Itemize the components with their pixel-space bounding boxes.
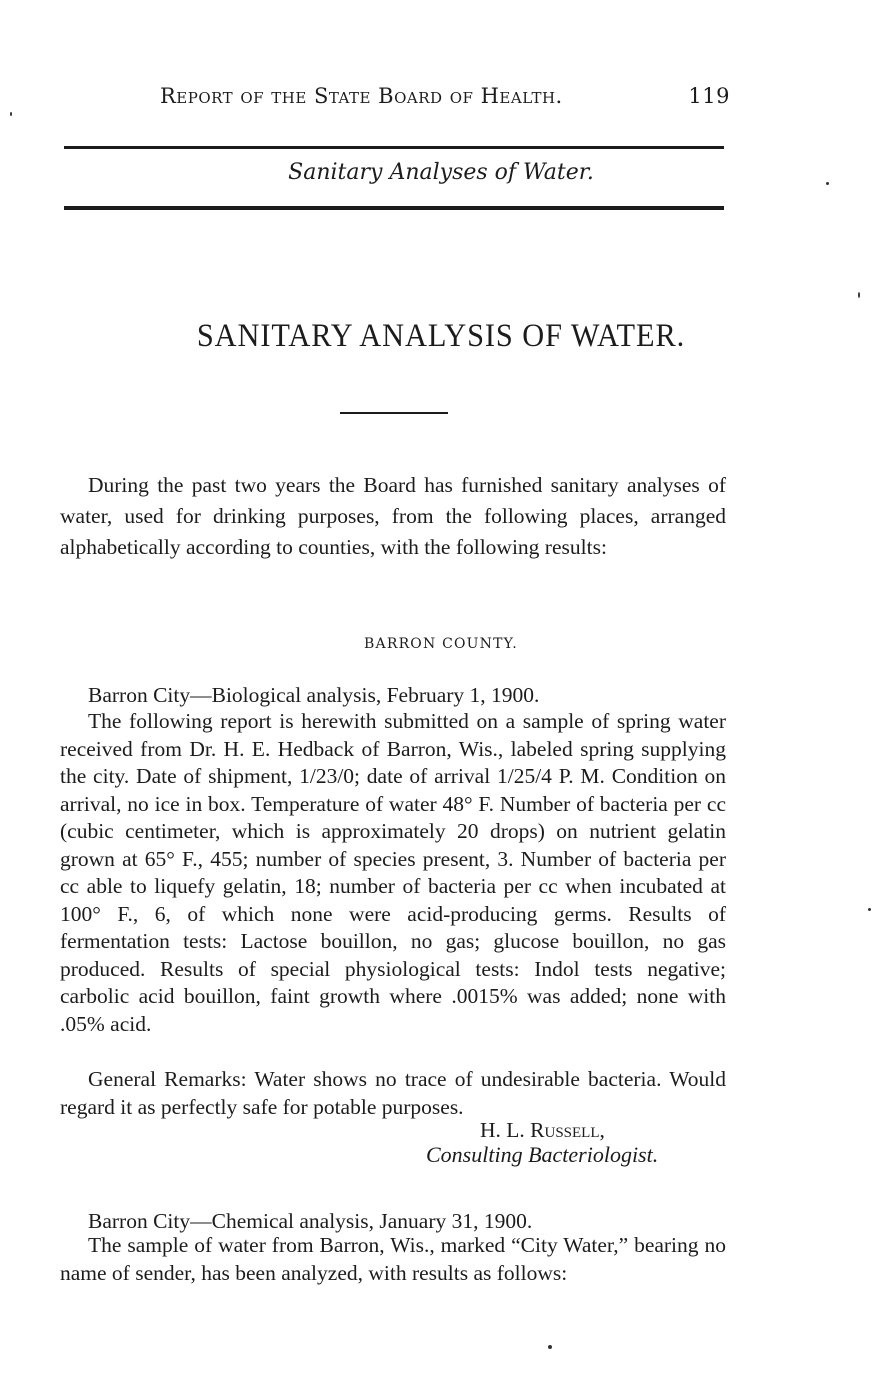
running-head [160,84,730,108]
chemical-analysis-heading: Barron City—Chemical analysis, January 31, 1900. [88,1209,533,1233]
paper-speck [858,292,860,298]
page-number: 119 [688,84,730,108]
intro-paragraph: During the past two years the Board has furnished sanitary analyses of water, used for drinking purposes, from the following places, arranged alphabetically according to counties, with the following results: [60,473,726,559]
header-rule-top [64,146,724,149]
county-heading: BARRON COUNTY. [364,636,518,652]
paper-speck [10,112,12,116]
title-divider [340,412,448,414]
signature-name-text: H. L. Russell, [480,1118,605,1142]
paper-speck [868,908,871,911]
page-title: SANITARY ANALYSIS OF WATER. [196,318,686,354]
paper-speck [548,1345,552,1349]
section-subtitle: Sanitary Analyses of Water. [288,160,594,185]
header-rule-bottom [64,206,724,210]
running-head-text: Report of the State Board of Health. [160,84,563,108]
general-remarks: General Remarks: Water shows no trace of undesirable bacteria. Would regard it as perfectly safe for potable purposes. [60,1067,726,1119]
signature-name [480,1118,605,1143]
biological-analysis-heading: Barron City—Biological analysis, February 1, 1900. [88,683,540,707]
paper-speck [826,182,829,185]
chemical-analysis-report: The sample of water from Barron, Wis., marked “City Water,” bearing no name of sender, has been analyzed, with results as follows: [60,1233,726,1285]
signature-title: Consulting Bacteriologist. [426,1142,659,1167]
biological-analysis-report: The following report is herewith submitted on a sample of spring water received from Dr. H. E. Hedback of Barron, Wis., labeled spring supplying the city. Date of shipment, 1/23/0; date of arrival 1/25/4 P. M. Condition on arrival, no ice in box. Temperature of water 48° F. Number of bacteria per cc (cubic centimeter, which is approximately 20 drops) on nutrient gelatin grown at 65° F., 455; number of species present, 3. Number of bacteria per cc able to liquefy gelatin, 18; number of bacteria per cc when incubated at 100° F., 6, of which none were acid-producing germs. Results of fermentation tests: Lactose bouillon, no gas; glucose bouillon, no gas produced. Results of special physiological tests: Indol tests negative; carbolic acid bouillon, faint growth where .0015% was added; none with .05% acid. [60,709,726,1036]
